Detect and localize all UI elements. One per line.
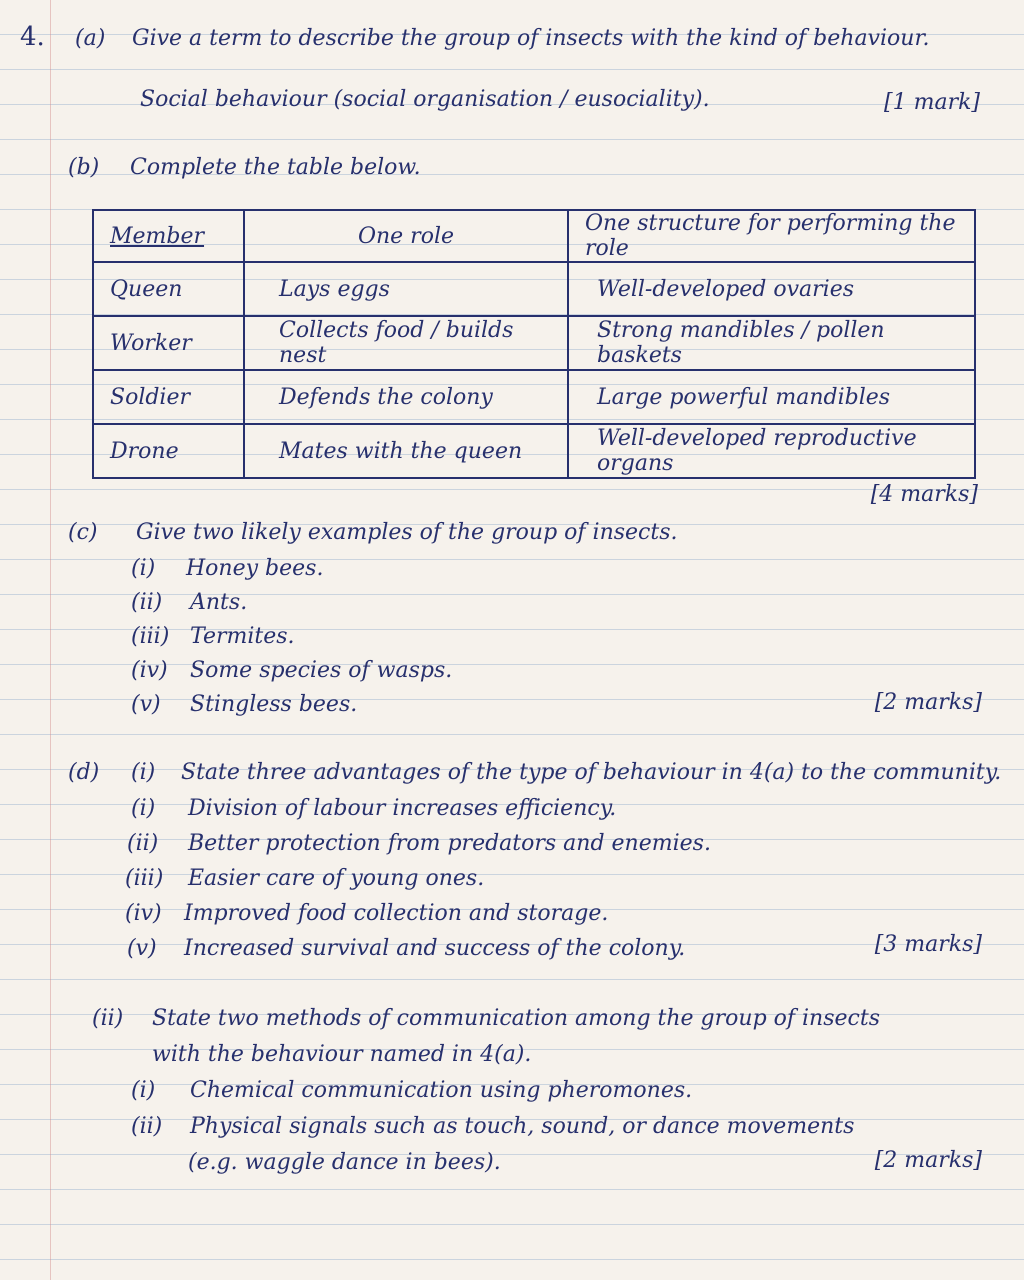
list-item: Ants. <box>190 590 248 615</box>
list-item-number: (iv) <box>131 658 168 683</box>
part-b-label: (b) <box>68 155 100 180</box>
list-item-number: (v) <box>127 936 157 961</box>
list-item-number: (ii) <box>127 831 159 856</box>
part-a-label: (a) <box>75 26 106 51</box>
part-d-ii-number: (ii) <box>92 1006 124 1031</box>
member-cell: Drone <box>93 424 244 478</box>
structure-cell: Strong mandibles / pollen baskets <box>568 316 975 370</box>
part-d-i-prompt: State three advantages of the type of behaviour in 4(a) to the community. <box>181 760 1002 785</box>
member-cell: Soldier <box>93 370 244 424</box>
member-cell: Queen <box>93 262 244 316</box>
part-a-answer: Social behaviour (social organisation / eusociality). <box>140 87 710 112</box>
part-c-marks: [2 marks] <box>874 690 982 715</box>
list-item: Physical signals such as touch, sound, or dance movements <box>190 1114 855 1139</box>
member-cell: Worker <box>93 316 244 370</box>
header-role: One role <box>244 210 568 262</box>
list-item-number: (iii) <box>125 866 164 891</box>
part-a-prompt: Give a term to describe the group of insects with the kind of behaviour. <box>132 26 930 51</box>
role-cell: Defends the colony <box>244 370 568 424</box>
table-row <box>93 262 975 316</box>
header-structure: One structure for performing the role <box>568 210 975 262</box>
list-item: Increased survival and success of the colony. <box>184 936 686 961</box>
part-d-i-number: (i) <box>131 760 156 785</box>
question-number: 4. <box>20 22 45 52</box>
structure-cell: Large powerful mandibles <box>568 370 975 424</box>
structure-cell: Well-developed reproductive organs <box>568 424 975 478</box>
part-c-label: (c) <box>68 520 98 545</box>
list-item: Easier care of young ones. <box>188 866 485 891</box>
part-d-ii-marks: [2 marks] <box>874 1148 982 1173</box>
table-row <box>93 370 975 424</box>
list-item: Stingless bees. <box>190 692 358 717</box>
margin-line <box>50 0 51 1280</box>
table-row <box>93 424 975 478</box>
part-d-i-marks: [3 marks] <box>874 932 982 957</box>
part-d-ii-prompt-line2: with the behaviour named in 4(a). <box>152 1042 532 1067</box>
list-item-number: (iv) <box>125 901 162 926</box>
list-item-number: (ii) <box>131 590 163 615</box>
roles-table <box>92 209 976 479</box>
header-member: Member <box>93 210 244 262</box>
list-item-number: (v) <box>131 692 161 717</box>
table-row <box>93 316 975 370</box>
role-cell: Mates with the queen <box>244 424 568 478</box>
role-cell: Lays eggs <box>244 262 568 316</box>
list-item: Division of labour increases efficiency. <box>188 796 617 821</box>
list-item-number: (i) <box>131 796 156 821</box>
list-item-number: (i) <box>131 1078 156 1103</box>
list-item: Better protection from predators and enemies. <box>188 831 711 856</box>
list-item-continuation: (e.g. waggle dance in bees). <box>188 1150 501 1175</box>
list-item-number: (ii) <box>131 1114 163 1139</box>
part-a-marks: [1 mark] <box>884 90 980 115</box>
list-item: Termites. <box>190 624 295 649</box>
list-item-number: (i) <box>131 556 156 581</box>
list-item: Chemical communication using pheromones. <box>190 1078 693 1103</box>
table-header-row <box>93 210 975 262</box>
list-item: Improved food collection and storage. <box>184 901 609 926</box>
list-item: Some species of wasps. <box>190 658 453 683</box>
part-d-label: (d) <box>68 760 100 785</box>
list-item-number: (iii) <box>131 624 170 649</box>
part-c-prompt: Give two likely examples of the group of insects. <box>136 520 678 545</box>
list-item: Honey bees. <box>186 556 324 581</box>
part-b-prompt: Complete the table below. <box>130 155 421 180</box>
part-b-marks: [4 marks] <box>870 482 978 507</box>
part-d-ii-prompt-line1: State two methods of communication among the group of insects <box>152 1006 880 1031</box>
role-cell: Collects food / builds nest <box>244 316 568 370</box>
structure-cell: Well-developed ovaries <box>568 262 975 316</box>
